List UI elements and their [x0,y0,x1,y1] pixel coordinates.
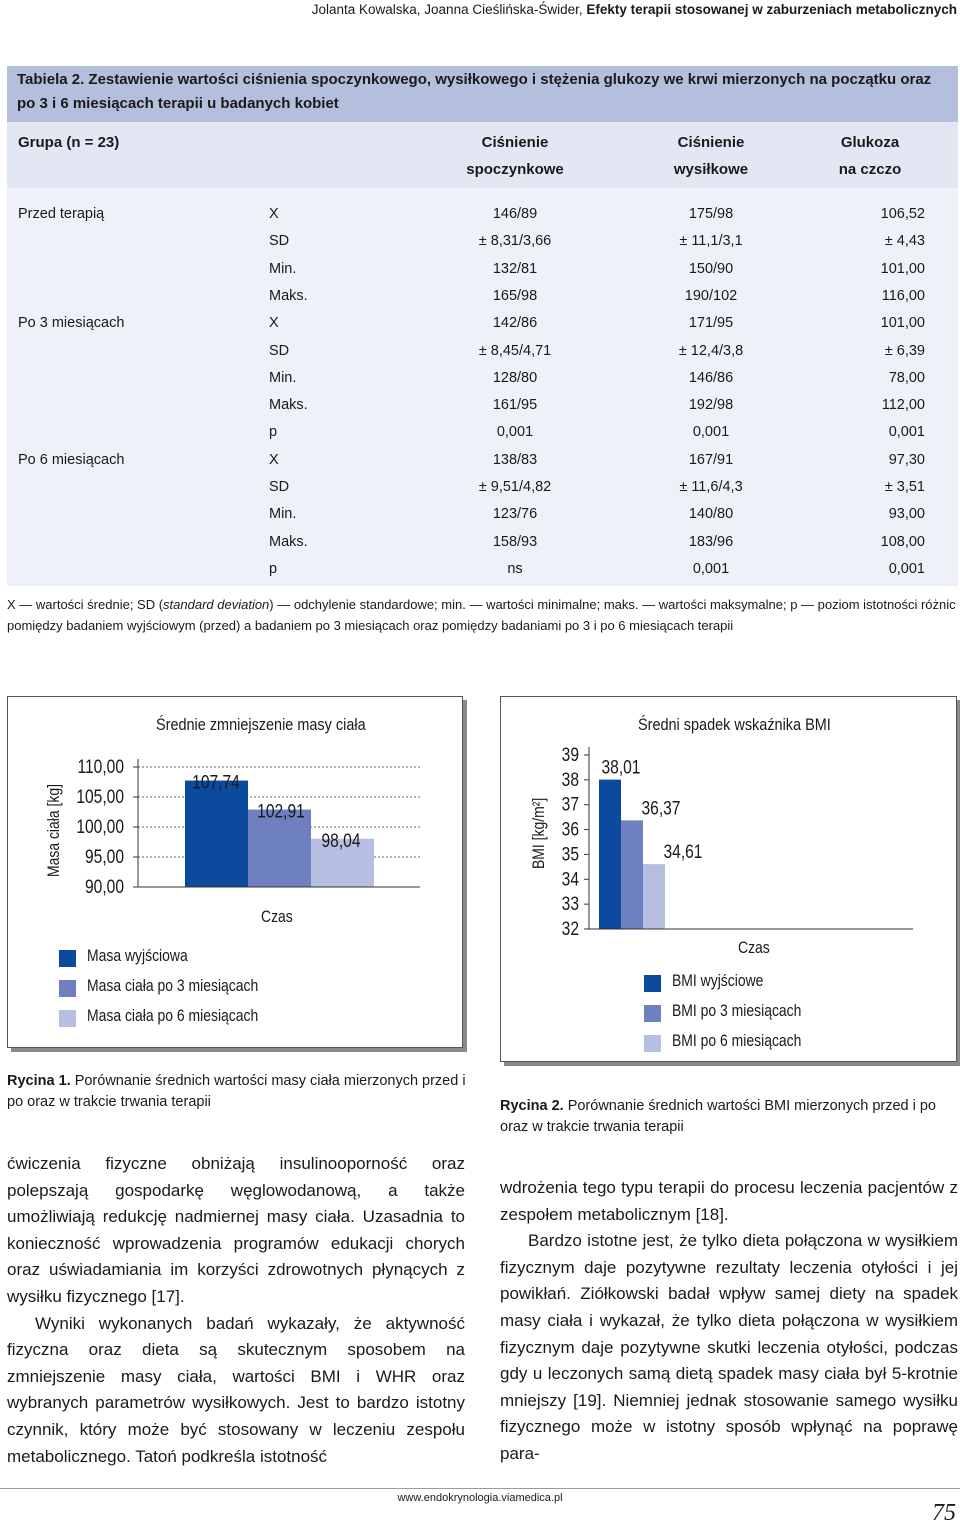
cell-exercise-pressure: ± 11,1/3,1 [679,233,743,250]
figure-2-caption-text: Porównanie średnich wartości BMI mierzonych przed i po oraz w trakcie trwania terapii [500,1098,936,1135]
y-tick-label: 95,00 [85,845,124,868]
legend-swatch [59,1010,76,1027]
row-group: Po 3 miesiącach [18,315,125,332]
cell-glucose: 0,001 [888,560,925,577]
header-col3-line1: Glukoza [840,134,900,151]
table-row [7,419,958,446]
footnote-italic: standard deviation [163,597,270,612]
y-tick-label: 105,00 [76,785,124,808]
y-tick-label: 39 [561,743,579,766]
row-stat: p [269,424,278,441]
footnote-part-c: ) — odchylenie standardowe; min. — wartości minimalne; maks. — wartości maksymalne; p — poziom istotności różnic pomiędzy badaniem wyjściowym (przed) a badaniem po 3 miesiącach oraz pomiędzy badaniami po 3 i po 6 miesiącach terapii [7,597,956,633]
cell-exercise-pressure: 167/91 [688,451,734,468]
row-group: Przed terapią [18,206,105,222]
figure-2-caption-label: Rycina 2. [500,1098,564,1114]
header-col1-line2: spoczynkowe [466,161,564,178]
y-tick-label: 38 [561,768,579,791]
body-column-right [500,1175,958,1468]
legend-label: BMI wyjściowe [672,971,764,990]
cell-resting-pressure: ± 8,31/3,66 [478,233,552,250]
row-group: Po 6 miesiącach [18,451,125,468]
y-tick-label: 100,00 [76,815,124,838]
figure-1 [7,696,463,1048]
legend-label: Masa wyjściowa [87,946,188,965]
table-row [7,201,958,228]
header-col2-line2: wysiłkowe [673,161,749,178]
cell-glucose: ± 6,39 [884,342,925,359]
figure-1-chart [8,697,464,1049]
cell-glucose: 101,00 [880,260,925,277]
figure-1-caption [7,1071,467,1113]
header-authors: Jolanta Kowalska, Joanna Cieślińska-Świder, [311,2,583,17]
table-row [7,474,958,501]
cell-resting-pressure: ns [507,560,523,577]
y-tick-label: 36 [561,818,579,840]
table-row [7,365,958,392]
table-row [7,310,958,337]
header-col3-line2: na czczo [838,161,902,178]
row-stat: Min. [269,506,297,523]
cell-resting-pressure: 138/83 [492,451,538,468]
row-stat: X [269,315,279,332]
figure-1-ylabel: Masa ciała [kg] [44,784,63,877]
figure-2-title: Średni spadek wskaźnika BMI [638,715,831,734]
row-stat: Min. [269,369,297,386]
table-row [7,556,958,583]
cell-resting-pressure: ± 9,51/4,82 [478,479,552,495]
y-tick-label: 34 [561,867,579,890]
footer-url: www.endokrynologia.viamedica.pl [397,1492,563,1504]
row-stat: SD [269,479,290,495]
cell-resting-pressure: 128/80 [492,369,538,386]
y-tick-label: 110,00 [77,755,124,778]
y-tick-label: 37 [561,793,579,816]
row-stat: p [269,560,278,577]
header-group: Grupa (n = 23) [18,134,120,151]
cell-resting-pressure: 161/95 [492,397,538,414]
paragraph: Wyniki wykonanych badań wykazały, że aktywność fizyczna oraz dieta są skutecznym sposobem na zmniejszenie masy ciała, wartości BMI i WHR oraz wybranych parametrów wysiłkowych. Jest to bardzo istotny czynnik, który może być stosowany w leczeniu zespołu metabolicznego. Tatoń podkreśla istotność [7,1313,465,1466]
cell-glucose: 116,00 [881,287,925,304]
cell-glucose: 108,00 [880,533,925,550]
running-header [0,2,957,17]
row-stat: Min. [269,260,297,277]
cell-glucose: 78,00 [888,369,925,386]
cell-glucose: 93,00 [888,506,925,523]
legend-swatch [59,950,76,967]
bar-2 [621,820,643,929]
cell-exercise-pressure: 175/98 [688,206,734,222]
header-title: Efekty terapii stosowanej w zaburzeniach metabolicznych [586,2,957,17]
cell-resting-pressure: 165/98 [492,287,538,304]
cell-resting-pressure: 142/86 [492,315,538,332]
table-caption: Tabiela 2. Zestawienie wartości ciśnienia spoczynkowego, wysiłkowego i stężenia glukozy we krwi mierzonych na początku oraz po 3 i 6 miesiącach terapii u badanych kobiet [7,66,958,122]
y-tick-label: 32 [561,917,579,940]
cell-exercise-pressure: 0,001 [692,560,730,577]
row-stat: Maks. [269,397,308,414]
legend-label: BMI po 6 miesiącach [672,1031,802,1050]
bar-1 [599,780,621,929]
cell-exercise-pressure: 0,001 [692,424,730,441]
table-row [7,338,958,365]
table-row [7,501,958,528]
paragraph: Bardzo istotne jest, że tylko dieta połączona w wysiłkiem fizycznym daje pozytywne rezultaty leczenia otyłości i jej powikłań. Ziółkowski badał wpływ samej diety na spadek masy ciała i wykazał, że tylko dieta połączona w wysiłkiem fizycznym daje pozytywne skutki leczenia otyłości, podczas gdy u leczonych samą dietą spadek masy ciała był 5-krotnie mniejszy [19]. Niemniej jednak stosowanie samego wysiłku fizycznego może w istotny sposób wpłynąć na poprawę para- [500,1231,958,1463]
table-row [7,447,958,474]
cell-glucose: 101,00 [880,315,925,332]
cell-exercise-pressure: 150/90 [688,260,734,277]
row-stat: Maks. [269,533,308,550]
cell-resting-pressure: 123/76 [492,506,538,523]
cell-glucose: 97,30 [888,451,925,468]
bar-value-label: 107,74 [192,771,240,793]
footnote-part-a: X — wartości średnie; SD ( [7,597,164,612]
row-stat: SD [269,342,290,359]
figure-2 [500,696,957,1062]
cell-resting-pressure: 146/89 [492,206,538,222]
cell-glucose: 106,52 [880,206,925,222]
bar-value-label: 38,01 [601,756,641,778]
table-row [7,529,958,556]
footer-divider [0,1488,960,1489]
table-row [7,256,958,283]
legend-label: BMI po 3 miesiącach [672,1001,802,1020]
paragraph: ćwiczenia fizyczne obniżają insulinooporność oraz polepszają gospodarkę węglowodanową, a także umożliwiają redukcję nadmiernej masy ciała. Uzasadnia to konieczność wprowadzenia programów edukacji chorych oraz uświadamiania im korzyści zdrowotnych płynących z wysiłku fizycznego [17]. [7,1154,465,1306]
legend-swatch [644,1005,661,1022]
table-row [7,228,958,255]
header-col2-line1: Ciśnienie [677,134,745,151]
cell-exercise-pressure: ± 12,4/3,8 [678,342,744,359]
bar-value-label: 102,91 [257,800,305,822]
cell-exercise-pressure: 192/98 [688,397,734,414]
cell-exercise-pressure: 183/96 [688,533,734,550]
bar-value-label: 36,37 [641,796,681,819]
cell-resting-pressure: 132/81 [492,260,538,277]
cell-resting-pressure: 158/93 [492,533,538,550]
cell-resting-pressure: 0,001 [496,424,534,441]
cell-exercise-pressure: 171/95 [688,315,734,332]
bar-value-label: 98,04 [321,829,361,852]
legend-swatch [59,980,76,997]
figure-2-ylabel: BMI [kg/m²] [529,797,548,869]
figure-2-xlabel: Czas [738,938,770,957]
body-column-left [7,1151,465,1470]
y-tick-label: 33 [561,892,579,915]
table-row [7,392,958,419]
page-number: 75 [932,1500,956,1526]
figure-1-caption-label: Rycina 1. [7,1073,71,1089]
figure-1-xlabel: Czas [261,907,293,926]
figure-1-caption-text: Porównanie średnich wartości masy ciała mierzonych przed i po oraz w trakcie trwania terapii [7,1073,466,1110]
cell-exercise-pressure: 146/86 [688,369,734,386]
cell-resting-pressure: ± 8,45/4,71 [478,342,552,359]
y-tick-label: 90,00 [85,875,124,898]
row-stat: SD [269,233,290,250]
legend-label: Masa ciała po 3 miesiącach [87,976,259,995]
bar-3 [643,864,665,929]
row-stat: X [269,206,279,222]
table-footnote [7,594,959,636]
legend-swatch [644,1035,661,1052]
row-stat: Maks. [269,287,308,304]
cell-exercise-pressure: 190/102 [684,287,738,304]
header-col1-line1: Ciśnienie [481,134,549,151]
legend-swatch [644,975,661,992]
cell-exercise-pressure: 140/80 [688,506,734,523]
figure-1-title: Średnie zmniejszenie masy ciała [156,715,366,734]
cell-glucose: ± 3,51 [884,479,925,495]
figure-2-caption [500,1096,958,1138]
cell-glucose: 0,001 [888,424,925,441]
cell-glucose: ± 4,43 [884,233,925,250]
table-row [7,283,958,310]
row-stat: X [269,451,279,468]
bar-value-label: 34,61 [663,840,703,863]
cell-glucose: 112,00 [881,397,925,414]
bar-1 [185,781,248,887]
y-tick-label: 35 [561,842,579,865]
table-header [7,122,958,188]
paragraph: wdrożenia tego typu terapii do procesu leczenia pacjentów z zespołem metabolicznym [18]. [500,1178,958,1224]
cell-exercise-pressure: ± 11,6/4,3 [679,479,743,495]
table-body [7,188,958,586]
legend-label: Masa ciała po 6 miesiącach [87,1006,259,1025]
